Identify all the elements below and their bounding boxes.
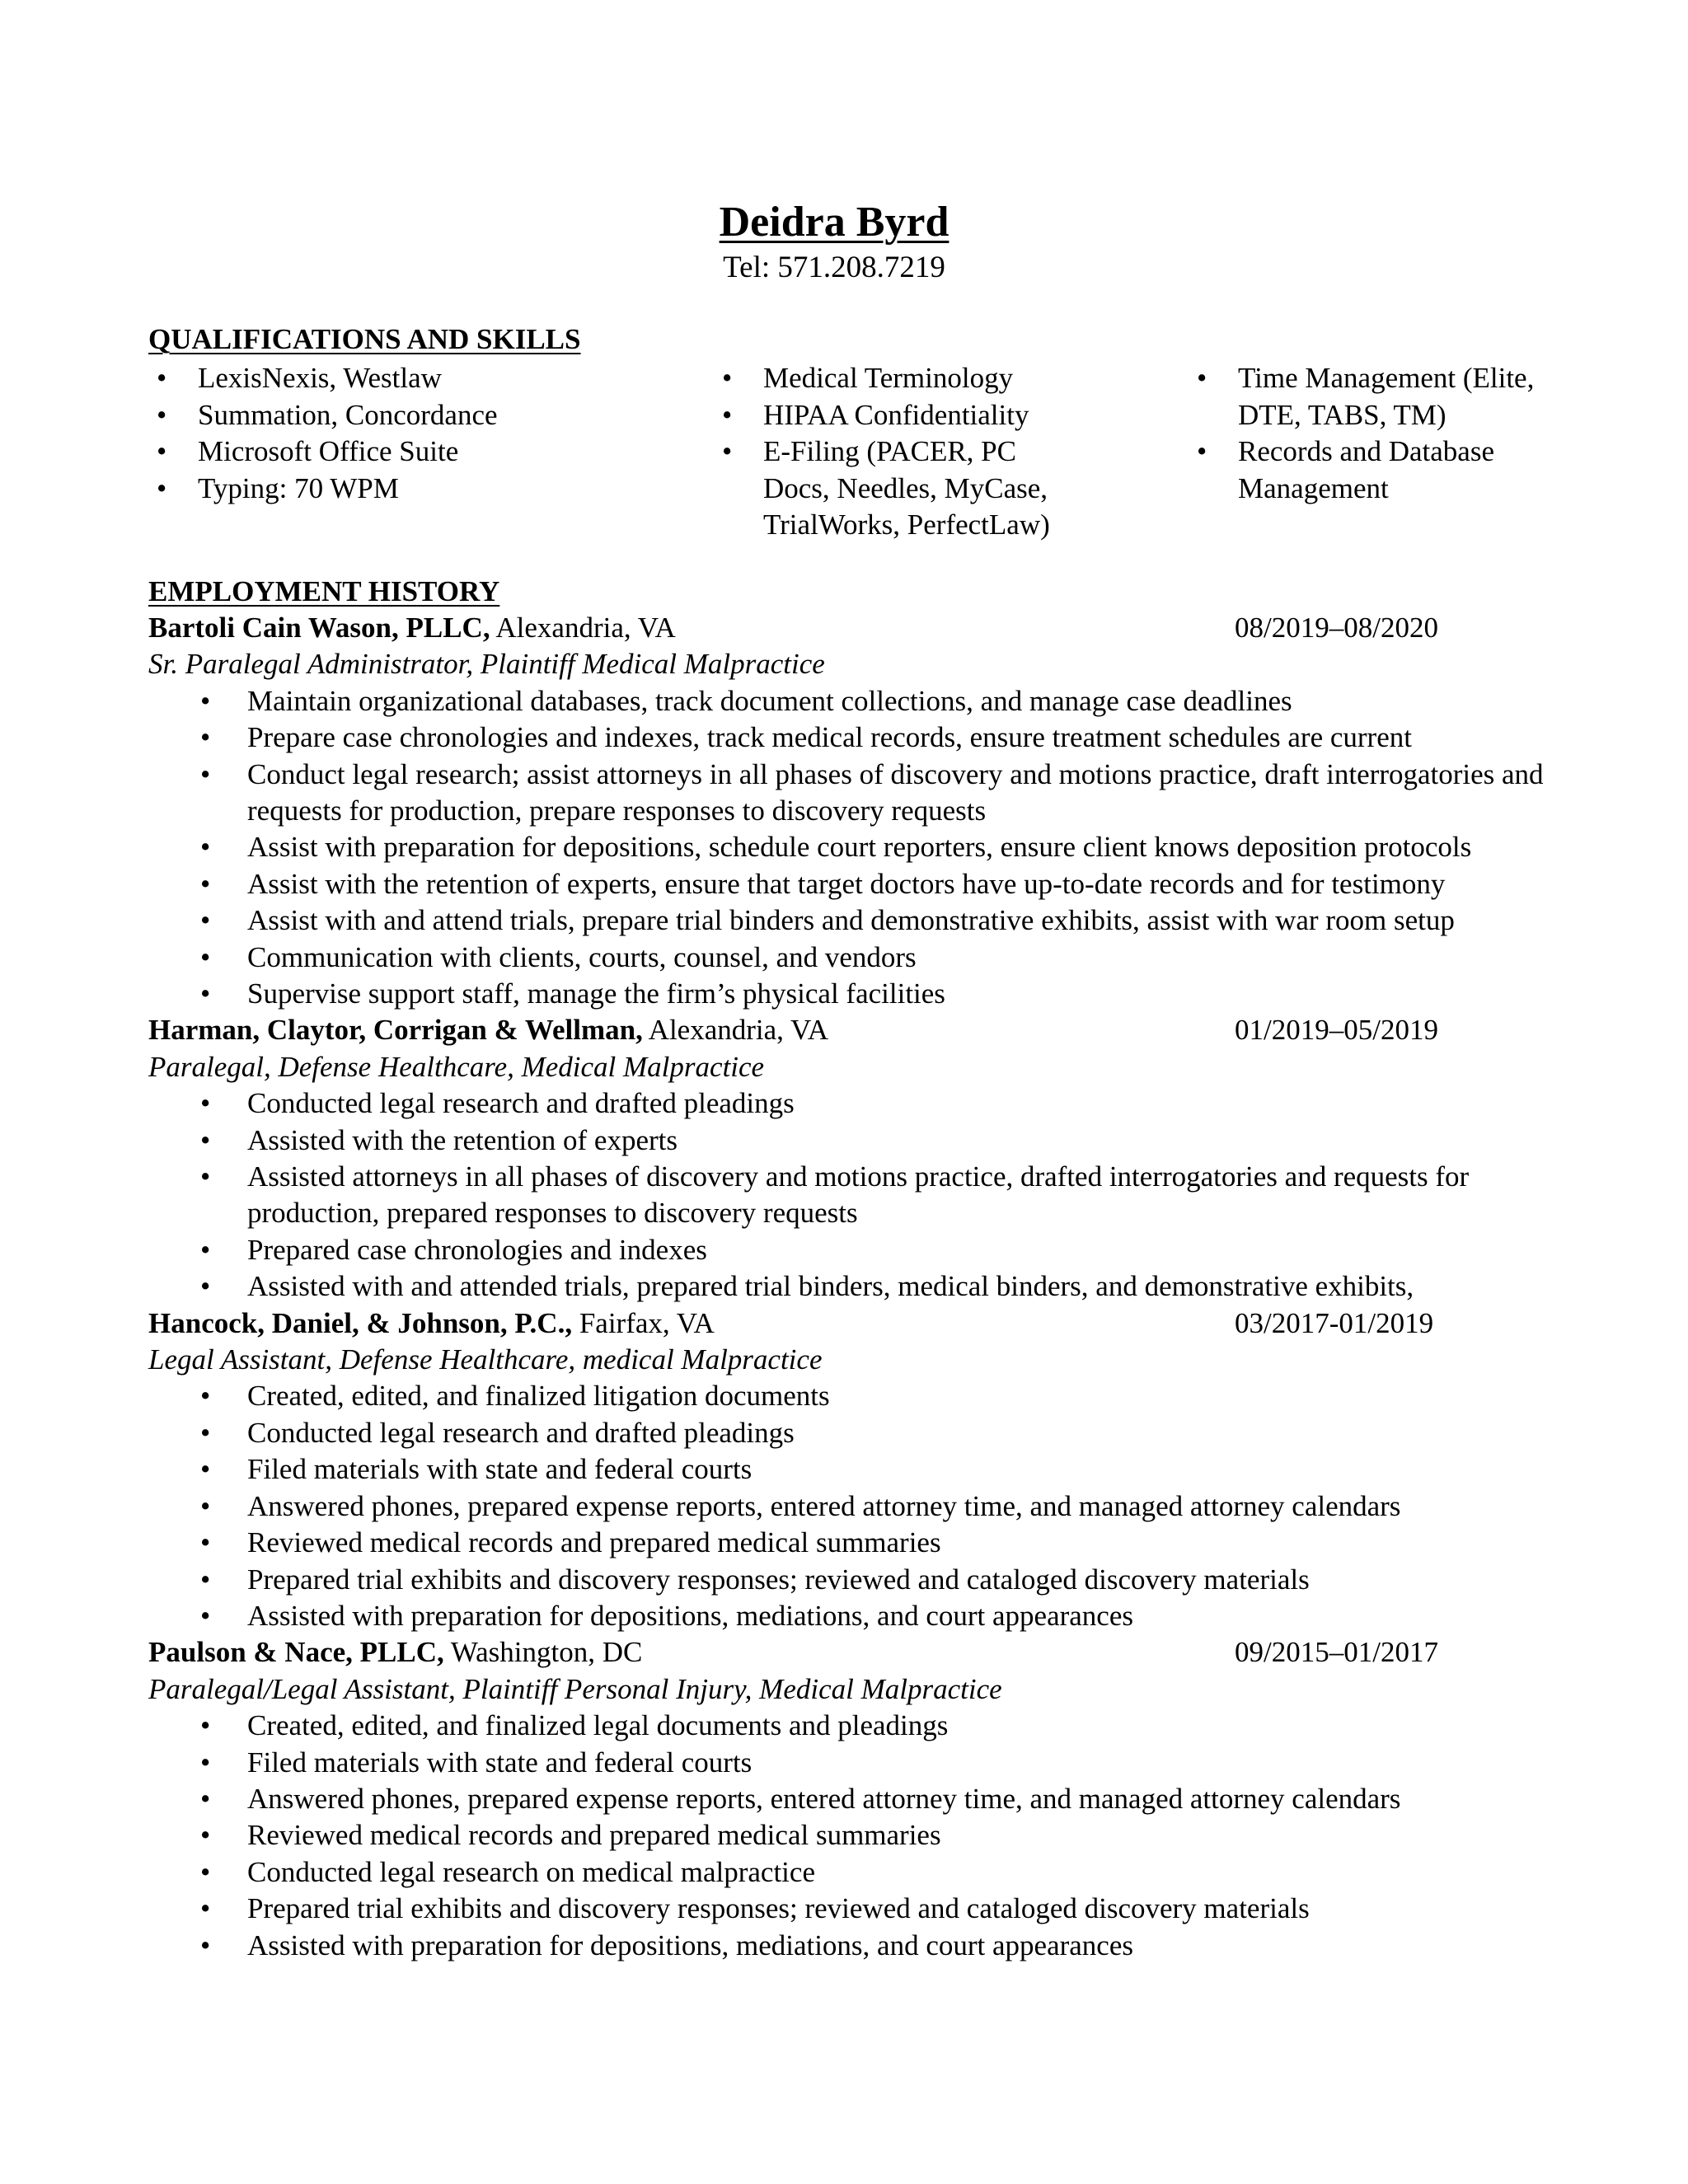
qualifications-heading: QUALIFICATIONS AND SKILLS <box>148 323 581 355</box>
job-entry <box>148 1634 1550 1964</box>
duty-item: • Reviewed medical records and prepared medical summaries <box>148 1525 1550 1561</box>
job-title: Paralegal/Legal Assistant, Plaintiff Personal Injury, Medical Malpractice <box>148 1672 1002 1705</box>
duty-item: • Filed materials with state and federal courts <box>148 1745 1550 1781</box>
skill-item: • Time Management (Elite, DTE, TABS, TM) <box>1189 360 1551 434</box>
skill-item: • HIPAA Confidentiality <box>714 397 1089 434</box>
job-dates: 03/2017-01/2019 <box>1235 1306 1434 1339</box>
duty-item: • Created, edited, and finalized legal documents and pleadings <box>148 1708 1550 1744</box>
job-dates: 09/2015–01/2017 <box>1235 1636 1438 1669</box>
duty-item: • Prepared trial exhibits and discovery responses; reviewed and cataloged discovery materials <box>148 1891 1550 1927</box>
duty-item: • Assist with and attend trials, prepare trial binders and demonstrative exhibits, assist with war room setup <box>148 902 1550 939</box>
duty-item: • Conducted legal research on medical malpractice <box>148 1854 1550 1891</box>
job-title: Paralegal, Defense Healthcare, Medical Malpractice <box>148 1050 765 1083</box>
company-name: Bartoli Cain Wason, PLLC, <box>148 612 490 644</box>
duties-list <box>148 1378 1550 1634</box>
candidate-name: Deidra Byrd <box>719 199 950 246</box>
skill-item: • Records and Database Management <box>1189 434 1551 507</box>
job-title: Legal Assistant, Defense Healthcare, medical Malpractice <box>148 1343 823 1376</box>
job-dates: 01/2019–05/2019 <box>1235 1014 1438 1047</box>
job-title: Sr. Paralegal Administrator, Plaintiff Medical Malpractice <box>148 648 825 681</box>
job-entry <box>148 610 1550 1012</box>
skills-column-1 <box>148 360 692 507</box>
skill-item: • Microsoft Office Suite <box>148 434 692 471</box>
duty-item: • Answered phones, prepared expense reports, entered attorney time, and managed attorney calendars <box>148 1488 1550 1525</box>
employment-heading: EMPLOYMENT HISTORY <box>148 575 500 607</box>
duty-item: • Conducted legal research and drafted pleadings <box>148 1085 1550 1122</box>
duty-item: • Prepared case chronologies and indexes <box>148 1232 1550 1268</box>
duty-item: • Assisted with the retention of experts <box>148 1122 1550 1159</box>
skill-item: • E-Filing (PACER, PC Docs, Needles, MyCase, TrialWorks, PerfectLaw) <box>714 434 1089 544</box>
duty-item: • Assisted with and attended trials, prepared trial binders, medical binders, and demonstrative exhibits, <box>148 1268 1550 1305</box>
duty-item: • Supervise support staff, manage the firm’s physical facilities <box>148 976 1550 1012</box>
skill-item: • Typing: 70 WPM <box>148 471 692 508</box>
company-location: Alexandria, VA <box>642 1014 829 1047</box>
duty-item: • Answered phones, prepared expense reports, entered attorney time, and managed attorney calendars <box>148 1781 1550 1817</box>
duty-item: • Assisted attorneys in all phases of discovery and motions practice, drafted interrogatories and requests for production, prepared responses to discovery requests <box>148 1159 1550 1232</box>
skills-column-3 <box>1189 360 1551 507</box>
skill-item: • Summation, Concordance <box>148 397 692 434</box>
duty-item: • Assist with preparation for depositions, schedule court reporters, ensure client knows deposition protocols <box>148 829 1550 865</box>
company-name: Hancock, Daniel, & Johnson, P.C., <box>148 1306 573 1339</box>
duty-item: • Maintain organizational databases, track document collections, and manage case deadlines <box>148 683 1550 719</box>
company-location: Fairfax, VA <box>572 1306 715 1339</box>
phone-number: Tel: 571.208.7219 <box>723 251 945 284</box>
duty-item: • Prepare case chronologies and indexes, track medical records, ensure treatment schedules are current <box>148 719 1550 756</box>
duty-item: • Reviewed medical records and prepared medical summaries <box>148 1817 1550 1854</box>
job-entry <box>148 1012 1550 1305</box>
duty-item: • Created, edited, and finalized litigation documents <box>148 1378 1550 1414</box>
duty-item: • Communication with clients, courts, counsel, and vendors <box>148 940 1550 976</box>
resume-header <box>0 196 1668 287</box>
job-entry <box>148 1305 1550 1635</box>
duty-item: • Conduct legal research; assist attorneys in all phases of discovery and motions practice, draft interrogatories and requests for production, prepare responses to discovery requests <box>148 757 1550 830</box>
company-name: Paulson & Nace, PLLC, <box>148 1636 444 1669</box>
duties-list <box>148 1085 1550 1305</box>
job-dates: 08/2019–08/2020 <box>1235 612 1438 644</box>
skills-column-2 <box>714 360 1089 544</box>
job-header <box>148 1634 1550 1671</box>
duty-item: • Conducted legal research and drafted pleadings <box>148 1415 1550 1451</box>
job-header <box>148 1305 1550 1342</box>
company-location: Alexandria, VA <box>490 612 676 644</box>
skill-item: • Medical Terminology <box>714 360 1089 397</box>
duty-item: • Assist with the retention of experts, ensure that target doctors have up-to-date records and for testimony <box>148 866 1550 902</box>
duties-list <box>148 1708 1550 1964</box>
skill-item: • LexisNexis, Westlaw <box>148 360 692 397</box>
duty-item: • Filed materials with state and federal courts <box>148 1451 1550 1488</box>
duty-item: • Prepared trial exhibits and discovery responses; reviewed and cataloged discovery materials <box>148 1562 1550 1598</box>
job-header <box>148 1012 1550 1048</box>
duty-item: • Assisted with preparation for depositions, mediations, and court appearances <box>148 1928 1550 1964</box>
duties-list <box>148 683 1550 1013</box>
job-header <box>148 610 1550 646</box>
company-location: Washington, DC <box>443 1636 643 1669</box>
employment-history <box>148 610 1550 1964</box>
duty-item: • Assisted with preparation for depositions, mediations, and court appearances <box>148 1598 1550 1634</box>
company-name: Harman, Claytor, Corrigan & Wellman, <box>148 1014 643 1047</box>
